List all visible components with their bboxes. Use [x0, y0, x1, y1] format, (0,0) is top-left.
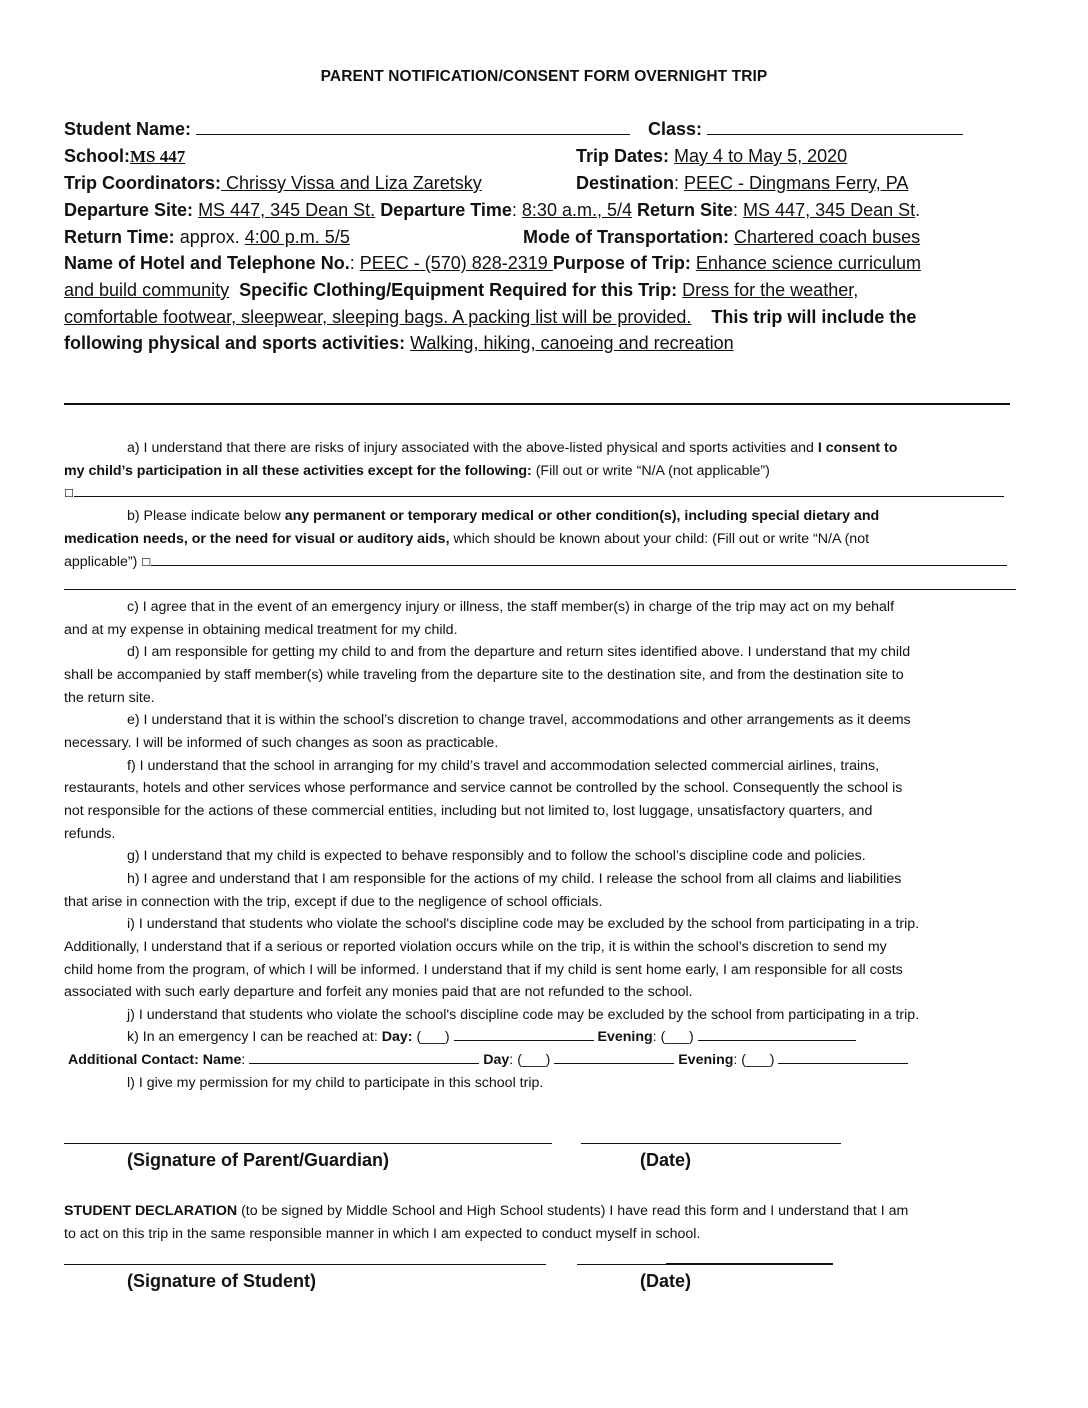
medical-conditions-field-line2[interactable]: [64, 589, 1016, 590]
day-area-code-field[interactable]: (___): [416, 1029, 450, 1045]
return-site-label: Return Site: [637, 200, 734, 220]
clause-a-line2: [64, 460, 770, 483]
clause-l: l) I give my permission for my child to participate in this school trip.: [127, 1075, 544, 1091]
return-time-prefix: approx.: [179, 227, 240, 247]
transport-row: [523, 226, 920, 248]
contact-evening-phone-field[interactable]: [778, 1049, 908, 1064]
coordinators-value: Chrissy Vissa and Liza Zaretsky: [221, 173, 482, 193]
clause-b-text-2: which should be known about your child: (Fill out or write “N/A (not: [449, 531, 870, 547]
departure-time-value: 8:30 a.m., 5/4: [521, 200, 632, 220]
additional-contact-row: Additional Contact: Name: Day: (___) Evening: (___): [68, 1049, 908, 1072]
clause-a-instruction: (Fill out or write “N/A (not applicable”): [531, 463, 770, 479]
clause-b-answer-row: [64, 551, 1007, 575]
evening-label: Evening: [597, 1029, 653, 1045]
clause-j: j) I understand that students who violate the school's discipline code may be excluded by the school from participating in a trip.: [127, 1007, 920, 1023]
clause-k: k) In an emergency I can be reached at: Day: (___) Evening: (___): [127, 1026, 856, 1049]
contact-day-area-code-field[interactable]: (___): [517, 1052, 551, 1068]
purpose-label: Purpose of Trip:: [552, 253, 691, 273]
clause-d-line2: shall be accompanied by staff member(s) while traveling from the departure site to the destination site, and from the destination site to: [64, 667, 904, 683]
evening-area-code-field[interactable]: (___): [660, 1029, 694, 1045]
clause-f: f) I understand that the school in arranging for my child’s travel and accommodation selected commercial airlines, trains,: [127, 758, 880, 774]
parent-signature-label: (Signature of Parent/Guardian): [127, 1150, 390, 1170]
clothing-label: Specific Clothing/Equipment Required for this Trip:: [239, 280, 678, 300]
trip-dates-row: [576, 145, 847, 167]
evening-phone-field[interactable]: [698, 1026, 856, 1041]
contact-evening-label: Evening: [678, 1052, 734, 1068]
checkbox-icon[interactable]: ☐: [64, 487, 74, 500]
clause-c: c) I agree that in the event of an emergency injury or illness, the staff member(s) in charge of the trip may act on my behalf: [127, 599, 895, 615]
contact-day-phone-field[interactable]: [554, 1049, 674, 1064]
clause-h: h) I agree and understand that I am responsible for the actions of my child. I release the school from all claims and liabilities: [127, 871, 902, 887]
contact-name-field[interactable]: [249, 1049, 479, 1064]
class-field[interactable]: [707, 120, 963, 135]
clause-i-line2: Additionally, I understand that if a serious or reported violation occurs while on the trip, it is within the school’s discretion to send my: [64, 939, 887, 955]
clothing-value-cont: comfortable footwear, sleepwear, sleeping bags. A packing list will be provided.: [64, 307, 692, 327]
clause-d-line3: the return site.: [64, 690, 155, 706]
student-name-row: [64, 118, 630, 140]
clause-a-answer-row: [64, 482, 1004, 506]
purpose-value-cont: and build community: [64, 280, 230, 300]
activities-label: This trip will include the: [711, 307, 917, 327]
school-label: School:: [64, 146, 130, 166]
departure-site-label: Departure Site:: [64, 200, 194, 220]
clause-d: d) I am responsible for getting my child to and from the departure and return sites identified above. I understand that my child: [127, 644, 911, 660]
departure-row: Departure Site: MS 447, 345 Dean St. Departure Time: 8:30 a.m., 5/4 Return Site: MS 447, 345 Dean St.: [64, 200, 921, 220]
purpose-value: Enhance science curriculum: [695, 253, 921, 273]
student-name-label: Student Name:: [64, 119, 192, 139]
coordinators-label: Trip Coordinators:: [64, 173, 221, 193]
clause-b-bold-2: medication needs, or the need for visual or auditory aids,: [64, 531, 450, 547]
section-divider: [64, 403, 1010, 405]
class-label: Class:: [648, 119, 703, 139]
return-time-row: [64, 226, 350, 248]
school-value: MS 447: [130, 147, 186, 166]
hotel-label: Name of Hotel and Telephone No.: [64, 253, 350, 273]
clause-b-line2: [64, 528, 869, 551]
clause-e: e) I understand that it is within the school’s discretion to change travel, accommodations and other arrangements as it deems: [127, 712, 911, 728]
checkbox-icon[interactable]: ☐: [141, 556, 152, 569]
class-row: [648, 118, 963, 140]
contact-evening-area-code-field[interactable]: (___): [741, 1052, 775, 1068]
student-signature-field[interactable]: [64, 1264, 546, 1265]
school-row: [64, 145, 185, 168]
student-declaration-title: STUDENT DECLARATION: [64, 1203, 238, 1219]
transport-label: Mode of Transportation:: [523, 227, 729, 247]
clause-k-text: k) In an emergency I can be reached at:: [127, 1029, 382, 1045]
clause-f-line2: restaurants, hotels and other services whose performance and service cannot be controlled by the school. Consequently the school is: [64, 780, 903, 796]
trip-dates-value: May 4 to May 5, 2020: [674, 146, 848, 166]
activities-row: [64, 332, 734, 354]
medical-conditions-field[interactable]: [151, 551, 1007, 566]
form-title: PARENT NOTIFICATION/CONSENT FORM OVERNIGHT TRIP: [320, 68, 768, 85]
activities-label-cont: following physical and sports activities:: [64, 333, 406, 353]
clause-h-line2: that arise in connection with the trip, except if due to the negligence of school officials.: [64, 894, 603, 910]
hotel-value: PEEC - (570) 828-2319: [359, 253, 553, 273]
hotel-row: Name of Hotel and Telephone No.: PEEC - (570) 828-2319 Purpose of Trip: Enhance science curriculum: [64, 253, 921, 273]
clause-a-consent: I consent to: [817, 440, 898, 456]
return-site-value: MS 447, 345 Dean St: [743, 200, 916, 220]
clause-b: [127, 505, 879, 528]
clause-f-line4: refunds.: [64, 826, 116, 842]
clause-a: [127, 437, 897, 460]
return-time-value: 4:00 p.m. 5/5: [244, 227, 350, 247]
parent-date-label: (Date): [640, 1150, 692, 1170]
clause-c-line2: and at my expense in obtaining medical treatment for my child.: [64, 622, 458, 638]
clothing-value: Dress for the weather,: [682, 280, 859, 300]
parent-date-field[interactable]: [581, 1143, 841, 1144]
clause-i: i) I understand that students who violate the school's discipline code may be excluded by the school from participating in a trip.: [127, 916, 920, 932]
contact-name-label: Additional Contact: Name: [68, 1052, 242, 1068]
destination-value: PEEC - Dingmans Ferry, PA: [684, 173, 909, 193]
clothing-row-2: [64, 306, 916, 328]
student-date-field-accent: [666, 1263, 833, 1265]
clause-a-exception: my child’s participation in all these activities except for the following:: [64, 463, 532, 479]
clause-b-bold: any permanent or temporary medical or other condition(s), including special dietary and: [284, 508, 880, 524]
student-declaration-line2: to act on this trip in the same responsible manner in which I am expected to conduct myself in school.: [64, 1226, 701, 1242]
parent-signature-field[interactable]: [64, 1143, 552, 1144]
student-name-field[interactable]: [196, 120, 630, 135]
student-signature-label: (Signature of Student): [127, 1271, 316, 1291]
transport-value: Chartered coach buses: [734, 227, 921, 247]
destination-row: Destination: PEEC - Dingmans Ferry, PA: [576, 173, 909, 193]
day-label: Day:: [381, 1029, 413, 1045]
trip-dates-label: Trip Dates:: [576, 146, 670, 166]
clause-i-line4: associated with such early departure and forfeit any monies paid that are not refunded to the school.: [64, 984, 693, 1000]
contact-day-label: Day: [483, 1052, 510, 1068]
clothing-row: [64, 279, 858, 301]
clause-b-text: b) Please indicate below: [127, 508, 285, 524]
student-date-label: (Date): [640, 1271, 692, 1291]
clause-e-line2: necessary. I will be informed of such changes as soon as practicable.: [64, 735, 499, 751]
destination-label: Destination: [576, 173, 675, 193]
activities-exception-field[interactable]: [74, 482, 1004, 497]
student-declaration: [64, 1200, 908, 1223]
clause-g: g) I understand that my child is expected to behave responsibly and to follow the school’s discipline code and policies.: [127, 848, 866, 864]
departure-site-value: MS 447, 345 Dean St.: [198, 200, 376, 220]
clause-f-line3: not responsible for the actions of these commercial entities, including but not limited to, lost luggage, unsatisfactory quarters, and: [64, 803, 873, 819]
activities-value: Walking, hiking, canoeing and recreation: [410, 333, 734, 353]
coordinators-row: [64, 172, 482, 194]
clause-i-line3: child home from the program, of which I will be informed. I understand that if my child is sent home early, I am responsible for all costs: [64, 962, 903, 978]
clause-a-text: a) I understand that there are risks of injury associated with the above-listed physical and sports activities and: [127, 440, 818, 456]
return-time-label: Return Time:: [64, 227, 175, 247]
clause-b-text-3: applicable”): [64, 554, 142, 570]
student-declaration-text: (to be signed by Middle School and High School students) I have read this form and I understand that I am: [237, 1203, 909, 1219]
day-phone-field[interactable]: [454, 1026, 594, 1041]
departure-time-label: Departure Time: [380, 200, 512, 220]
